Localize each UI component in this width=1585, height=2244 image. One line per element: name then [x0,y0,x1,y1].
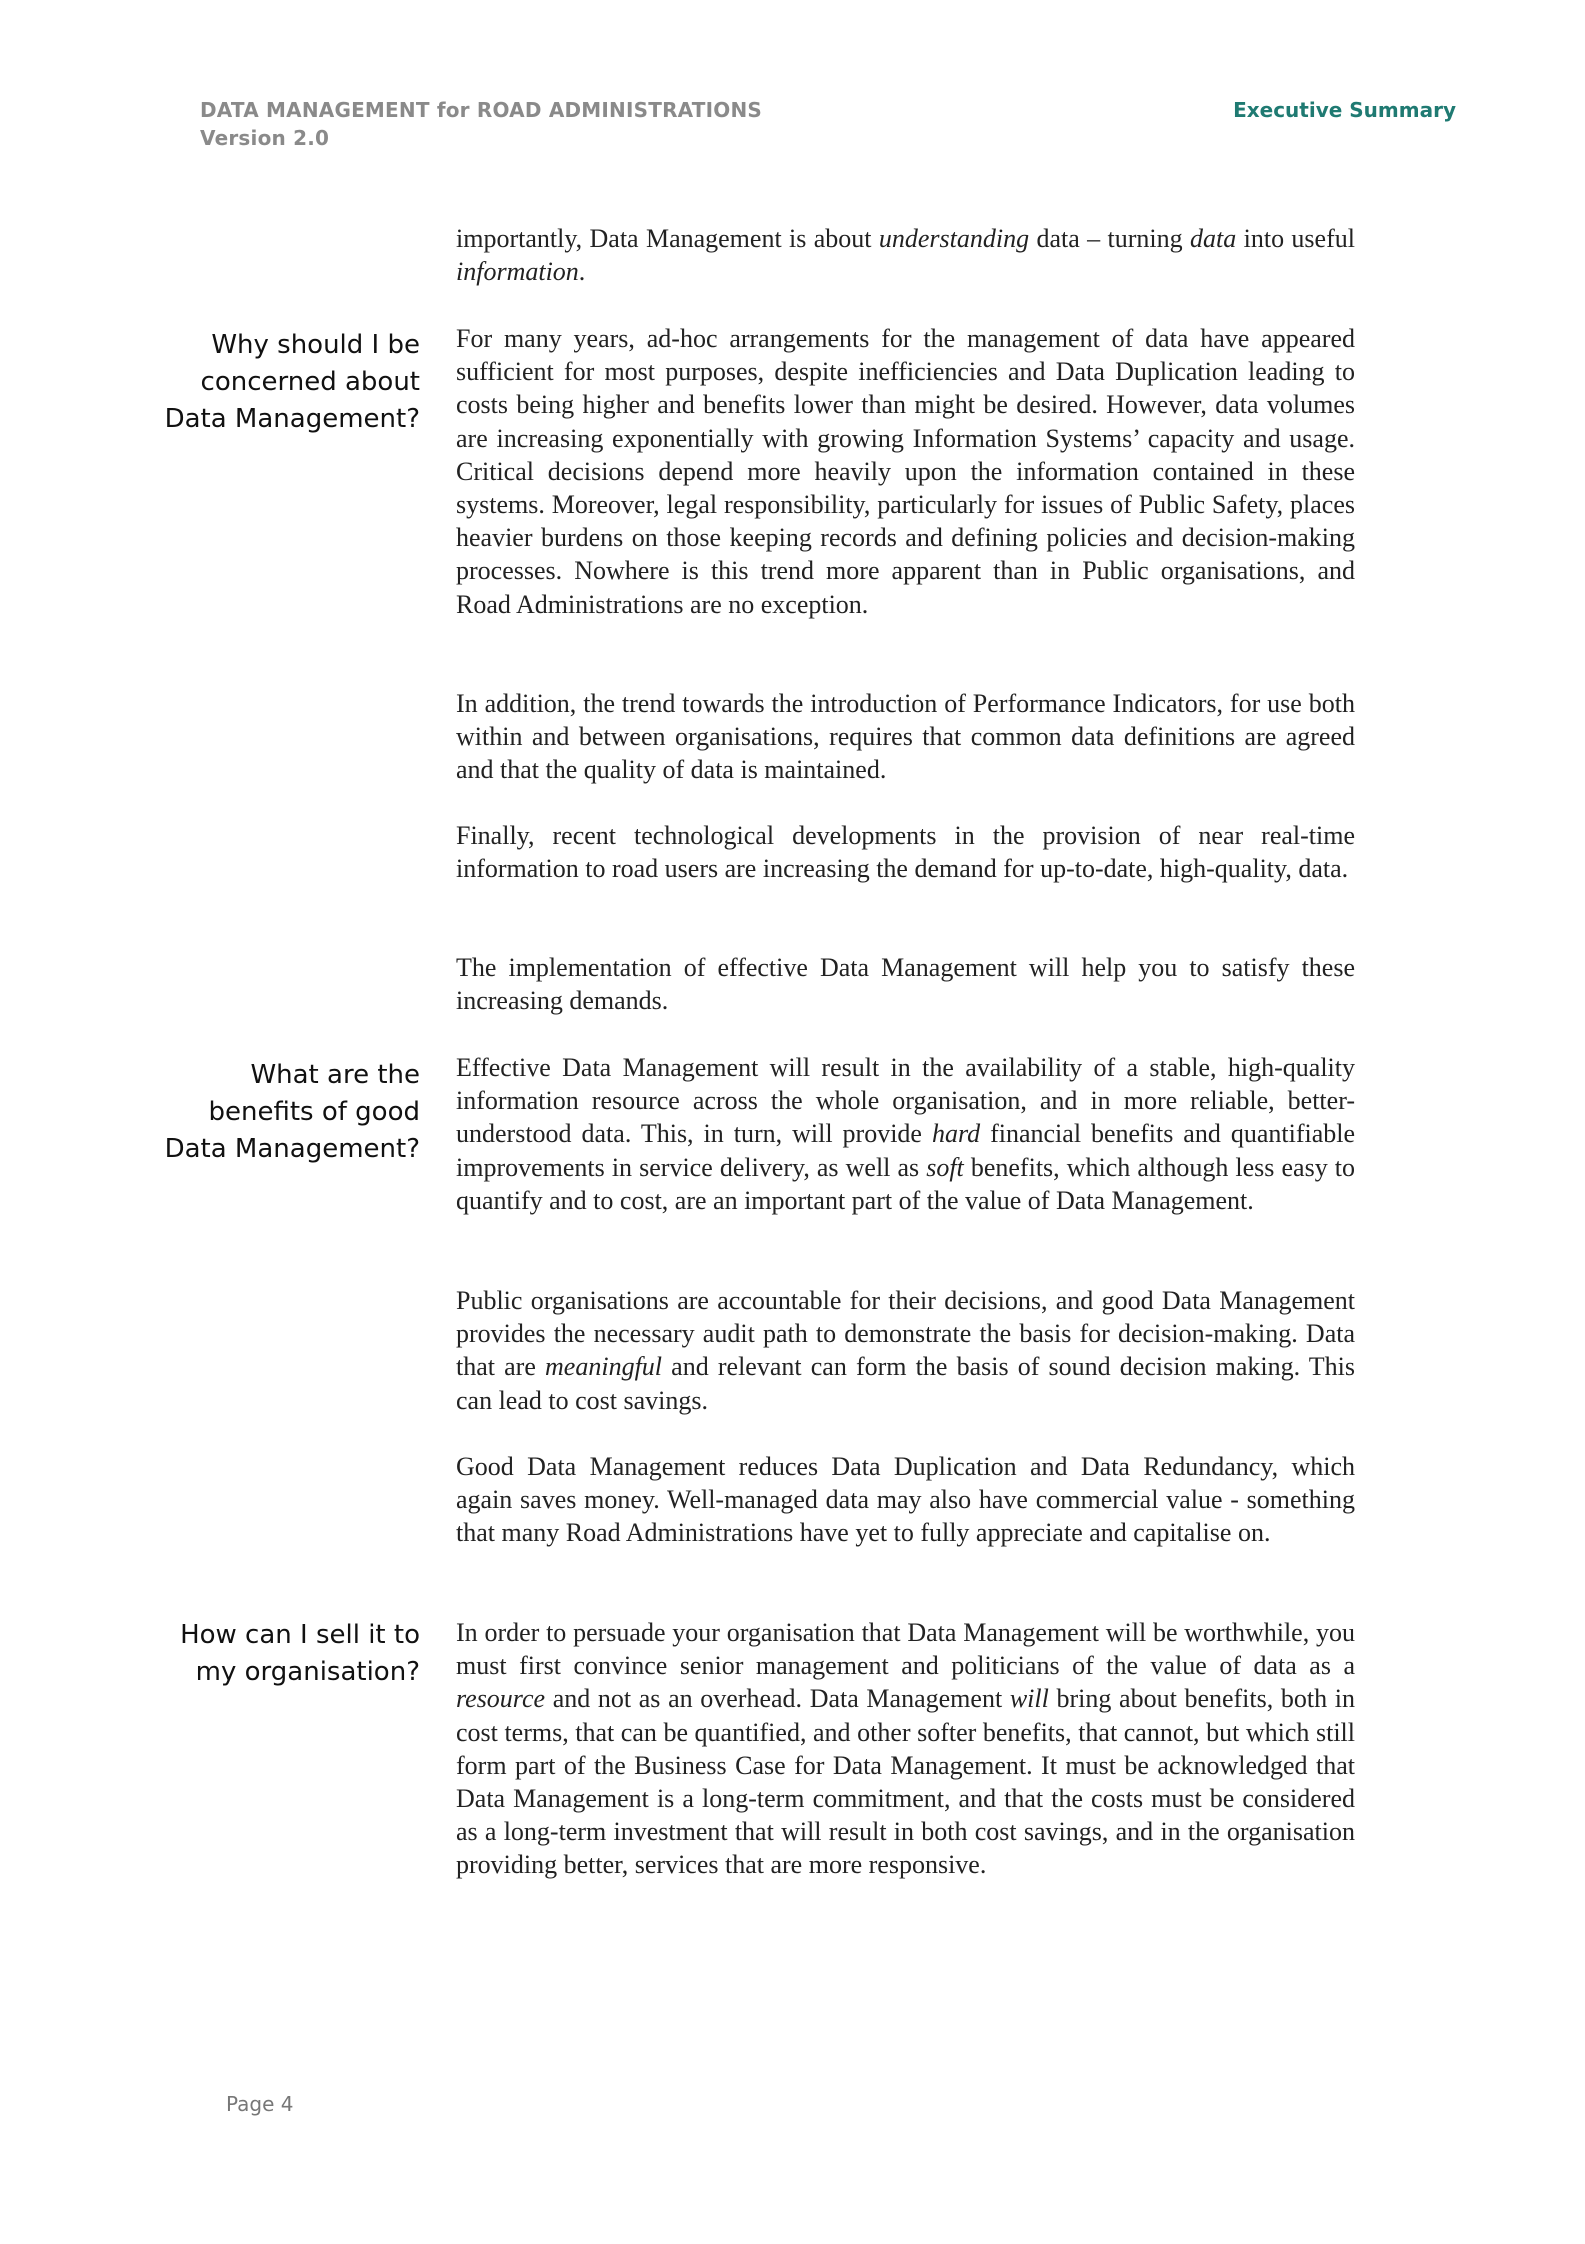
sidebar-question-line: benefits of good [208,1097,420,1127]
document-title [200,96,762,152]
paragraph-duplication-redundancy: Good Data Management reduces Data Duplication and Data Redundancy, which again saves money. Well-managed data may also have commercial value - something that many Road Administrations have yet to fully appreciate and capitalise on. [456,1452,1355,1548]
sidebar-question-sell [160,1617,420,1691]
section-title: Executive Summary [1233,98,1456,122]
document-version: Version 2.0 [200,126,330,150]
paragraph-ad-hoc-arrangements: For many years, ad-hoc arrangements for the management of data have appeared sufficient for most purposes, despite inefficiencies and Data Duplication leading to costs being higher and benefits lower than might be desired. However, data volumes are increasing exponentially with growing Information Systems’ capacity and usage. Critical decisions depend more heavily upon the information contained in these systems. Moreover, legal responsibility, particularly for issues of Public Safety, places heavier burdens on those keeping records and defining policies and decision-making processes. Nowhere is this trend more apparent than in Public organisations, and Road Administrations are no exception. [456,324,1355,619]
text-run: financial benefits and quantifiable improvements in service delivery, as well as [456,1119,1356,1182]
paragraph-performance-indicators: In addition, the trend towards the introduction of Performance Indicators, for use both within and between organisations, requires that common data definitions are agreed and that the quality of data is maintained. [456,689,1355,785]
text-run: benefits, which although less easy to quantify and to cost, are an important part of the value of Data Management. [456,1152,1355,1215]
emphasis-hard: hard [931,1119,981,1149]
text-run: and not as an overhead. Data Management [545,1684,1010,1714]
sidebar-question-line: my organisation? [195,1657,420,1687]
emphasis-soft: soft [926,1152,964,1182]
emphasis-will: will [1009,1684,1049,1714]
page-number: Page 4 [226,2092,294,2116]
text-run: bring about benefits, both in cost terms, that can be quantified, and other softer benefits, that cannot, but which still form part of the Business Case for Data Management. It must be acknowledged that Data Management is a long-term commitment, and that the costs must be considered as a long-term investment that will result in both cost savings, and in the organisation providing better, services that are more responsive. [456,1684,1356,1880]
sidebar-question-line: How can I sell it to [180,1620,420,1650]
text-run: data – turning [1029,224,1191,253]
text-run: into useful [1236,224,1355,253]
emphasis-meaningful: meaningful [545,1352,663,1382]
paragraph-persuade-organisation [456,1616,1355,1882]
text-run: . [578,257,586,287]
text-run: importantly, Data Management is about [456,224,879,253]
paragraph-accountability [456,1284,1355,1417]
paragraph-technological-developments: Finally, recent technological developments in the provision of near real-time information to road users are increasing the demand for up-to-date, high-quality, data. [456,821,1355,884]
sidebar-question-line: Data Management? [164,1134,420,1164]
emphasis-data: data [1190,224,1237,253]
text-run: Effective Data Management will result in the availability of a stable, high-quality information resource across the whole organisation, and in more reliable, better-understood data. This, in turn, will provide [456,1053,1355,1149]
paragraph-benefits [456,1051,1355,1217]
sidebar-question-line: What are the [250,1060,420,1090]
emphasis-information: information [456,257,579,287]
text-run: Public organisations are accountable for their decisions, and good Data Management provides the necessary audit path to demonstrate the basis for decision-making. Data that are [456,1286,1355,1382]
document-title-line1: DATA MANAGEMENT for ROAD ADMINISTRATIONS [200,98,763,122]
sidebar-question-line: concerned about [200,367,420,397]
sidebar-question-benefits [160,1057,420,1168]
sidebar-question-line: Data Management? [164,404,420,434]
paragraph-effective-implementation: The implementation of effective Data Management will help you to satisfy these increasing demands. [456,953,1355,1016]
emphasis-resource: resource [456,1684,546,1714]
text-run: In order to persuade your organisation that Data Management will be worthwhile, you must first convince senior management and politicians of the value of data as a [456,1618,1355,1681]
paragraph-intro-continued [456,222,1355,288]
sidebar-question-why [160,327,420,438]
text-run: and relevant can form the basis of sound decision making. This can lead to cost savings. [456,1352,1355,1415]
sidebar-question-line: Why should I be [211,330,420,360]
emphasis-understanding: understanding [878,224,1030,253]
